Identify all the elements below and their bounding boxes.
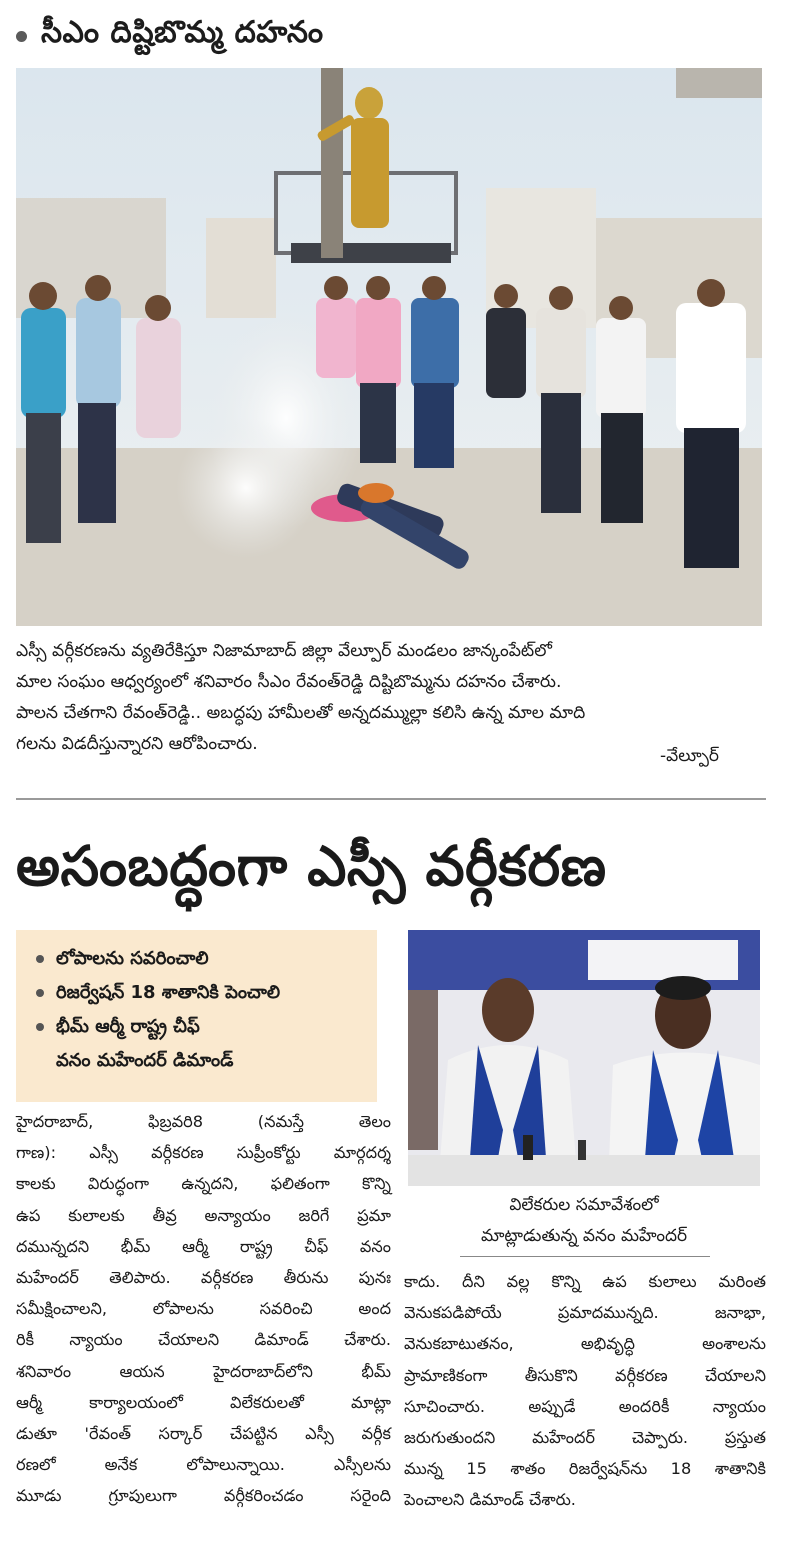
highlight-text: భీమ్ ఆర్మీ రాష్ట్ర చీఫ్: [56, 1016, 200, 1037]
body-line: జరుగుతుందని మహేందర్ చెప్పారు. ప్రస్తుత: [404, 1428, 766, 1448]
body-line: దమున్నదని భీమ్ ఆర్మీ రాష్ట్ర చీఫ్ వనం: [16, 1236, 391, 1256]
section-divider: [16, 798, 766, 800]
highlight-continuation: వనం మహేందర్ డిమాండ్: [56, 1050, 234, 1071]
body-line: సూచించారు. అప్పుడే అందరికీ న్యాయం: [404, 1396, 766, 1416]
caption-line: ఎస్సీ వర్గీకరణను వ్యతిరేకిస్తూ నిజామాబాద్ జిల్లా వేల్పూర్ మండలం జాన్కంపేట్‌లో: [16, 641, 552, 661]
body-line: వెనుకపడిపోయే ప్రమాదమున్నది. జనాభా,: [404, 1303, 766, 1323]
caption-line: మాట్లాడుతున్న వనం మహేందర్: [480, 1226, 688, 1246]
body-line: మున్న 15 శాతం రిజర్వేషన్‌ను 18 శాతానికి: [404, 1459, 766, 1479]
body-line: హైదరాబాద్, ఫిబ్రవరి8 (నమస్తే తెలం: [16, 1112, 391, 1131]
body-line: మహేందర్ తెలిపారు. వర్గీకరణ తీరును పునః: [16, 1268, 391, 1288]
story1-title: సీఎం దిష్టిబొమ్మ దహనం: [41, 15, 324, 50]
caption-line: గలను విడదీస్తున్నారని ఆరోపించారు.: [16, 734, 258, 754]
body-line: ఆర్మీ కార్యాలయంలో విలేకరులతో మాట్లా: [16, 1392, 391, 1412]
body-line: పెంచాలని డిమాండ్ చేశారు.: [404, 1490, 576, 1510]
body-line: డుతూ 'రేవంత్ సర్కార్ చేపట్టిన ఎస్సీ వర్గీక: [16, 1424, 391, 1444]
body-line: ప్రామాణికంగా తీసుకొని వర్గీకరణ చేయాలని: [404, 1365, 766, 1385]
press-meet-photo: [408, 930, 760, 1186]
story2-headline: అసంబద్ధంగా ఎస్సీ వర్గీకరణ: [16, 834, 607, 898]
highlight-text: రిజర్వేషన్ 18 శాతానికి పెంచాలి: [56, 982, 281, 1003]
story2-body-column-1: [16, 1106, 391, 1512]
press-photo-caption: [408, 1190, 760, 1252]
body-line: సమీక్షించాలని, లోపాలను సవరించి అంద: [16, 1299, 391, 1319]
body-line: ఉప కులాలకు తీవ్ర అన్యాయం జరిగే ప్రమా: [16, 1205, 391, 1225]
story2-body-column-2: [404, 1266, 766, 1516]
body-line: మూడు గ్రూపులుగా వర్గీకరించడం సరైంది: [16, 1486, 391, 1506]
body-line: గాణ): ఎస్సీ వర్గీకరణ సుప్రీంకోర్టు మార్గదర్శ: [16, 1143, 391, 1163]
body-line: కాదు. దీని వల్ల కొన్ని ఉప కులాలు మరింత: [404, 1272, 766, 1291]
body-line: వెనుకబాటుతనం, అభివృద్ధి అంశాలను: [404, 1334, 766, 1354]
body-line: శనివారం ఆయన హైదరాబాద్‌లోని భీమ్: [16, 1361, 391, 1381]
story1-caption: [16, 636, 766, 760]
bullet-icon: [16, 31, 27, 42]
story1-title-bar: [16, 12, 324, 60]
highlight-item: [36, 1010, 367, 1044]
highlights-box: [16, 930, 377, 1102]
bullet-icon: [36, 989, 44, 997]
highlight-item: [36, 942, 367, 976]
body-line: కాలకు విరుద్ధంగా ఉన్నదని, ఫలితంగా కొన్ని: [16, 1174, 391, 1194]
bullet-icon: [36, 1023, 44, 1031]
body-line: రణలో అనేక లోపాలున్నాయి. ఎస్సీలను: [16, 1455, 391, 1475]
highlight-item: [36, 976, 367, 1010]
body-line: రికీ న్యాయం చేయాలని డిమాండ్ చేశారు.: [16, 1330, 391, 1350]
caption-line: మాల సంఘం ఆధ్వర్యంలో శనివారం సీఎం రేవంత్‌రెడ్డి దిష్టిబొమ్మను దహనం చేశారు.: [16, 672, 562, 692]
story1-credit: -వేల్పూర్: [660, 746, 719, 766]
highlight-text: లోపాలను సవరించాలి: [56, 948, 209, 969]
caption-line: పాలన చేతగాని రేవంత్‌రెడ్డి.. అబద్ధపు హామీలతో అన్నదమ్ముల్లా కలిసి ఉన్న మాల మాది: [16, 703, 586, 723]
bullet-icon: [36, 955, 44, 963]
caption-divider: [460, 1256, 710, 1257]
protest-photo: [16, 68, 762, 626]
caption-line: విలేకరుల సమావేశంలో: [509, 1195, 659, 1215]
